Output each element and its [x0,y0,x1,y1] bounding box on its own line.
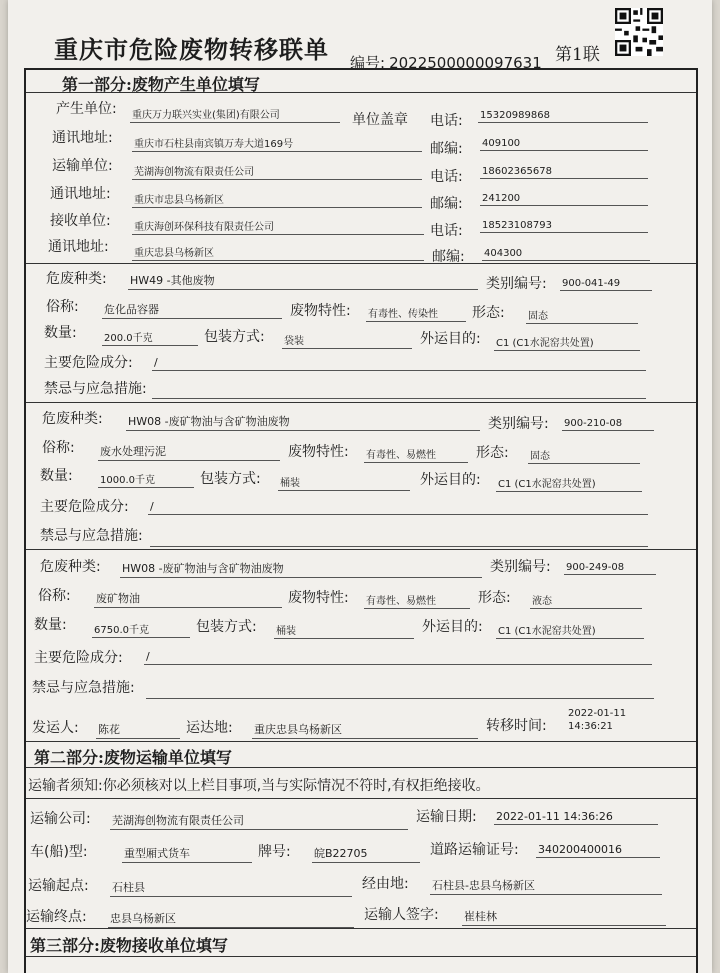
waste1-qty-value: 200.0千克 [102,329,198,346]
waste2-taboo-label: 禁忌与应急措施: [40,528,143,544]
part3-heading: 第三部分:废物接收单位填写 [30,936,228,955]
waste1-code-label: 类别编号: [486,276,547,292]
waste3-property-label: 废物特性: [288,590,349,606]
divider [26,549,696,550]
transfer-date: 2022-01-11 [568,708,627,719]
origin-value: 石柱县 [110,879,352,897]
waste3-type-value: HW08 -废矿物油与含矿物油废物 [120,560,482,578]
waste3-hazard-label: 主要危险成分: [34,650,123,666]
part2-heading: 第二部分:废物运输单位填写 [34,748,232,767]
waste1-hazard-value: / [152,356,646,371]
waste3-code-label: 类别编号: [490,559,551,575]
waste2-type-value: HW08 -废矿物油与含矿物油废物 [126,413,480,431]
waste1-qty-label: 数量: [44,325,77,341]
carrier-label: 运输单位: [52,158,113,174]
form-title: 重庆市危险废物转移联单 [54,35,329,64]
waste2-code-value: 900-210-08 [562,418,654,431]
waste3-taboo-value [146,683,654,699]
end-label: 运输终点: [26,909,87,925]
carrier-postcode-label: 邮编: [430,196,463,212]
waste2-property-label: 废物特性: [288,444,349,460]
waste1-type-value: HW49 -其他废物 [128,272,478,290]
producer-postcode-label: 邮编: [430,141,463,157]
producer-address-label: 通讯地址: [52,130,113,146]
divider [26,928,696,929]
waste2-name-label: 俗称: [42,440,75,456]
serial-value: 2022500000097631 [389,54,542,72]
via-label: 经由地: [362,876,409,892]
waste1-dest-label: 外运目的: [420,331,481,347]
transport-company-label: 运输公司: [30,811,91,827]
waste1-hazard-label: 主要危险成分: [44,355,133,371]
waste1-form-label: 形态: [472,305,505,321]
vehicle-value: 重型厢式货车 [122,845,252,863]
waste3-name-value: 废矿物油 [94,590,282,608]
copy-label: 第1联 [555,45,600,65]
waste2-qty-value: 1000.0千克 [98,471,194,488]
transfer-time-label: 转移时间: [486,718,547,734]
waste1-taboo-value [152,383,646,399]
transfer-time-value [568,707,626,733]
waste3-type-label: 危废种类: [40,559,101,575]
waste3-code-value: 900-249-08 [564,562,656,575]
waste3-name-label: 俗称: [38,588,71,604]
waste1-dest-value: C1 (C1水泥窑共处置) [494,334,640,351]
qr-code-icon [615,8,663,56]
waste3-form-label: 形态: [478,590,511,606]
waste2-dest-value: C1 (C1水泥窑共处置) [496,475,642,492]
waste1-pack-label: 包装方式: [204,329,265,345]
receiver-label: 接收单位: [50,213,111,229]
waste3-dest-value: C1 (C1水泥窑共处置) [496,622,644,639]
producer-postcode-value: 409100 [480,138,648,151]
waste1-property-label: 废物特性: [290,303,351,319]
receiver-postcode-label: 邮编: [432,249,465,265]
receiver-value: 重庆海创环保科技有限责任公司 [132,218,424,235]
transport-date-label: 运输日期: [416,809,477,825]
producer-address-value: 重庆市石柱县南宾镇万寿大道169号 [132,135,422,152]
waste3-pack-label: 包装方式: [196,619,257,635]
waste2-form-label: 形态: [476,445,509,461]
arrival-label: 运达地: [186,720,233,736]
waste2-code-label: 类别编号: [488,416,549,432]
transfer-clock: 14:36:21 [568,721,613,732]
waste3-taboo-label: 禁忌与应急措施: [32,680,135,696]
waste1-code-value: 900-041-49 [560,278,652,291]
receiver-phone-value: 18523108793 [480,220,648,233]
divider [26,402,696,403]
plate-value: 皖B22705 [312,845,420,863]
waste1-name-label: 俗称: [46,299,79,315]
waste3-qty-value: 6750.0千克 [92,621,190,638]
vehicle-label: 车(船)型: [30,844,88,860]
shipper-value: 陈花 [96,721,180,739]
waste3-pack-value: 桶装 [274,622,414,639]
waste2-qty-label: 数量: [40,468,73,484]
divider [26,741,696,742]
waste2-pack-label: 包装方式: [200,471,261,487]
shipper-label: 发运人: [32,720,79,736]
divider [26,263,696,264]
producer-value: 重庆万力联兴实业(集团)有限公司 [130,106,340,123]
seal-label: 单位盖章 [352,112,408,128]
plate-label: 牌号: [258,844,291,860]
waste2-hazard-value: / [148,500,648,515]
permit-value: 340200400016 [536,843,660,858]
waste1-taboo-label: 禁忌与应急措施: [44,381,147,397]
producer-label: 产生单位: [56,101,117,117]
receiver-address-value: 重庆忠县乌杨新区 [132,244,424,261]
waste1-property-value: 有毒性、传染性 [366,305,466,322]
waste3-dest-label: 外运目的: [422,619,483,635]
waste3-qty-label: 数量: [34,617,67,633]
waste1-form-value: 固态 [526,307,638,324]
transport-date-value: 2022-01-11 14:36:26 [494,810,658,825]
carrier-address-value: 重庆市忠县乌杨新区 [132,191,422,208]
waste2-dest-label: 外运目的: [420,472,481,488]
signer-value: 崔桂林 [462,908,666,926]
receiver-address-label: 通讯地址: [48,239,109,255]
arrival-value: 重庆忠县乌杨新区 [252,721,478,739]
producer-phone-label: 电话: [430,113,463,129]
serial-label: 编号: [350,54,386,72]
waste2-form-value: 固态 [528,447,640,464]
waste2-type-label: 危废种类: [42,411,103,427]
waste1-pack-value: 袋装 [282,332,412,349]
end-value: 忠县乌杨新区 [108,910,354,928]
transport-company-value: 芜湖海创物流有限责任公司 [110,812,408,830]
carrier-postcode-value: 241200 [480,193,648,206]
producer-phone-value: 15320989868 [478,110,648,123]
receiver-phone-label: 电话: [430,223,463,239]
carrier-address-label: 通讯地址: [50,186,111,202]
waste2-pack-value: 桶装 [278,474,410,491]
part1-heading: 第一部分:废物产生单位填写 [62,75,260,94]
signer-label: 运输人签字: [364,907,439,923]
waste2-hazard-label: 主要危险成分: [40,499,129,515]
carrier-phone-label: 电话: [430,169,463,185]
divider [26,767,696,768]
carrier-notice: 运输者须知:你必须核对以上栏目事项,当与实际情况不符时,有权拒绝接收。 [28,778,490,794]
waste2-property-value: 有毒性、易燃性 [364,446,468,463]
divider [26,956,696,957]
carrier-phone-value: 18602365678 [480,166,648,179]
waste3-form-value: 液态 [530,592,642,609]
waste2-name-value: 废水处理污泥 [98,443,280,461]
waste1-type-label: 危废种类: [46,271,107,287]
receiver-postcode-value: 404300 [482,248,650,261]
origin-label: 运输起点: [28,878,89,894]
via-value: 石柱县-忠县乌杨新区 [430,877,662,895]
carrier-value: 芜湖海创物流有限责任公司 [132,163,422,180]
permit-label: 道路运输证号: [430,842,519,858]
divider [26,798,696,799]
waste3-hazard-value: / [144,650,652,665]
waste2-taboo-value [150,531,648,547]
waste1-name-value: 危化品容器 [102,301,282,319]
waste3-property-value: 有毒性、易燃性 [364,592,470,609]
